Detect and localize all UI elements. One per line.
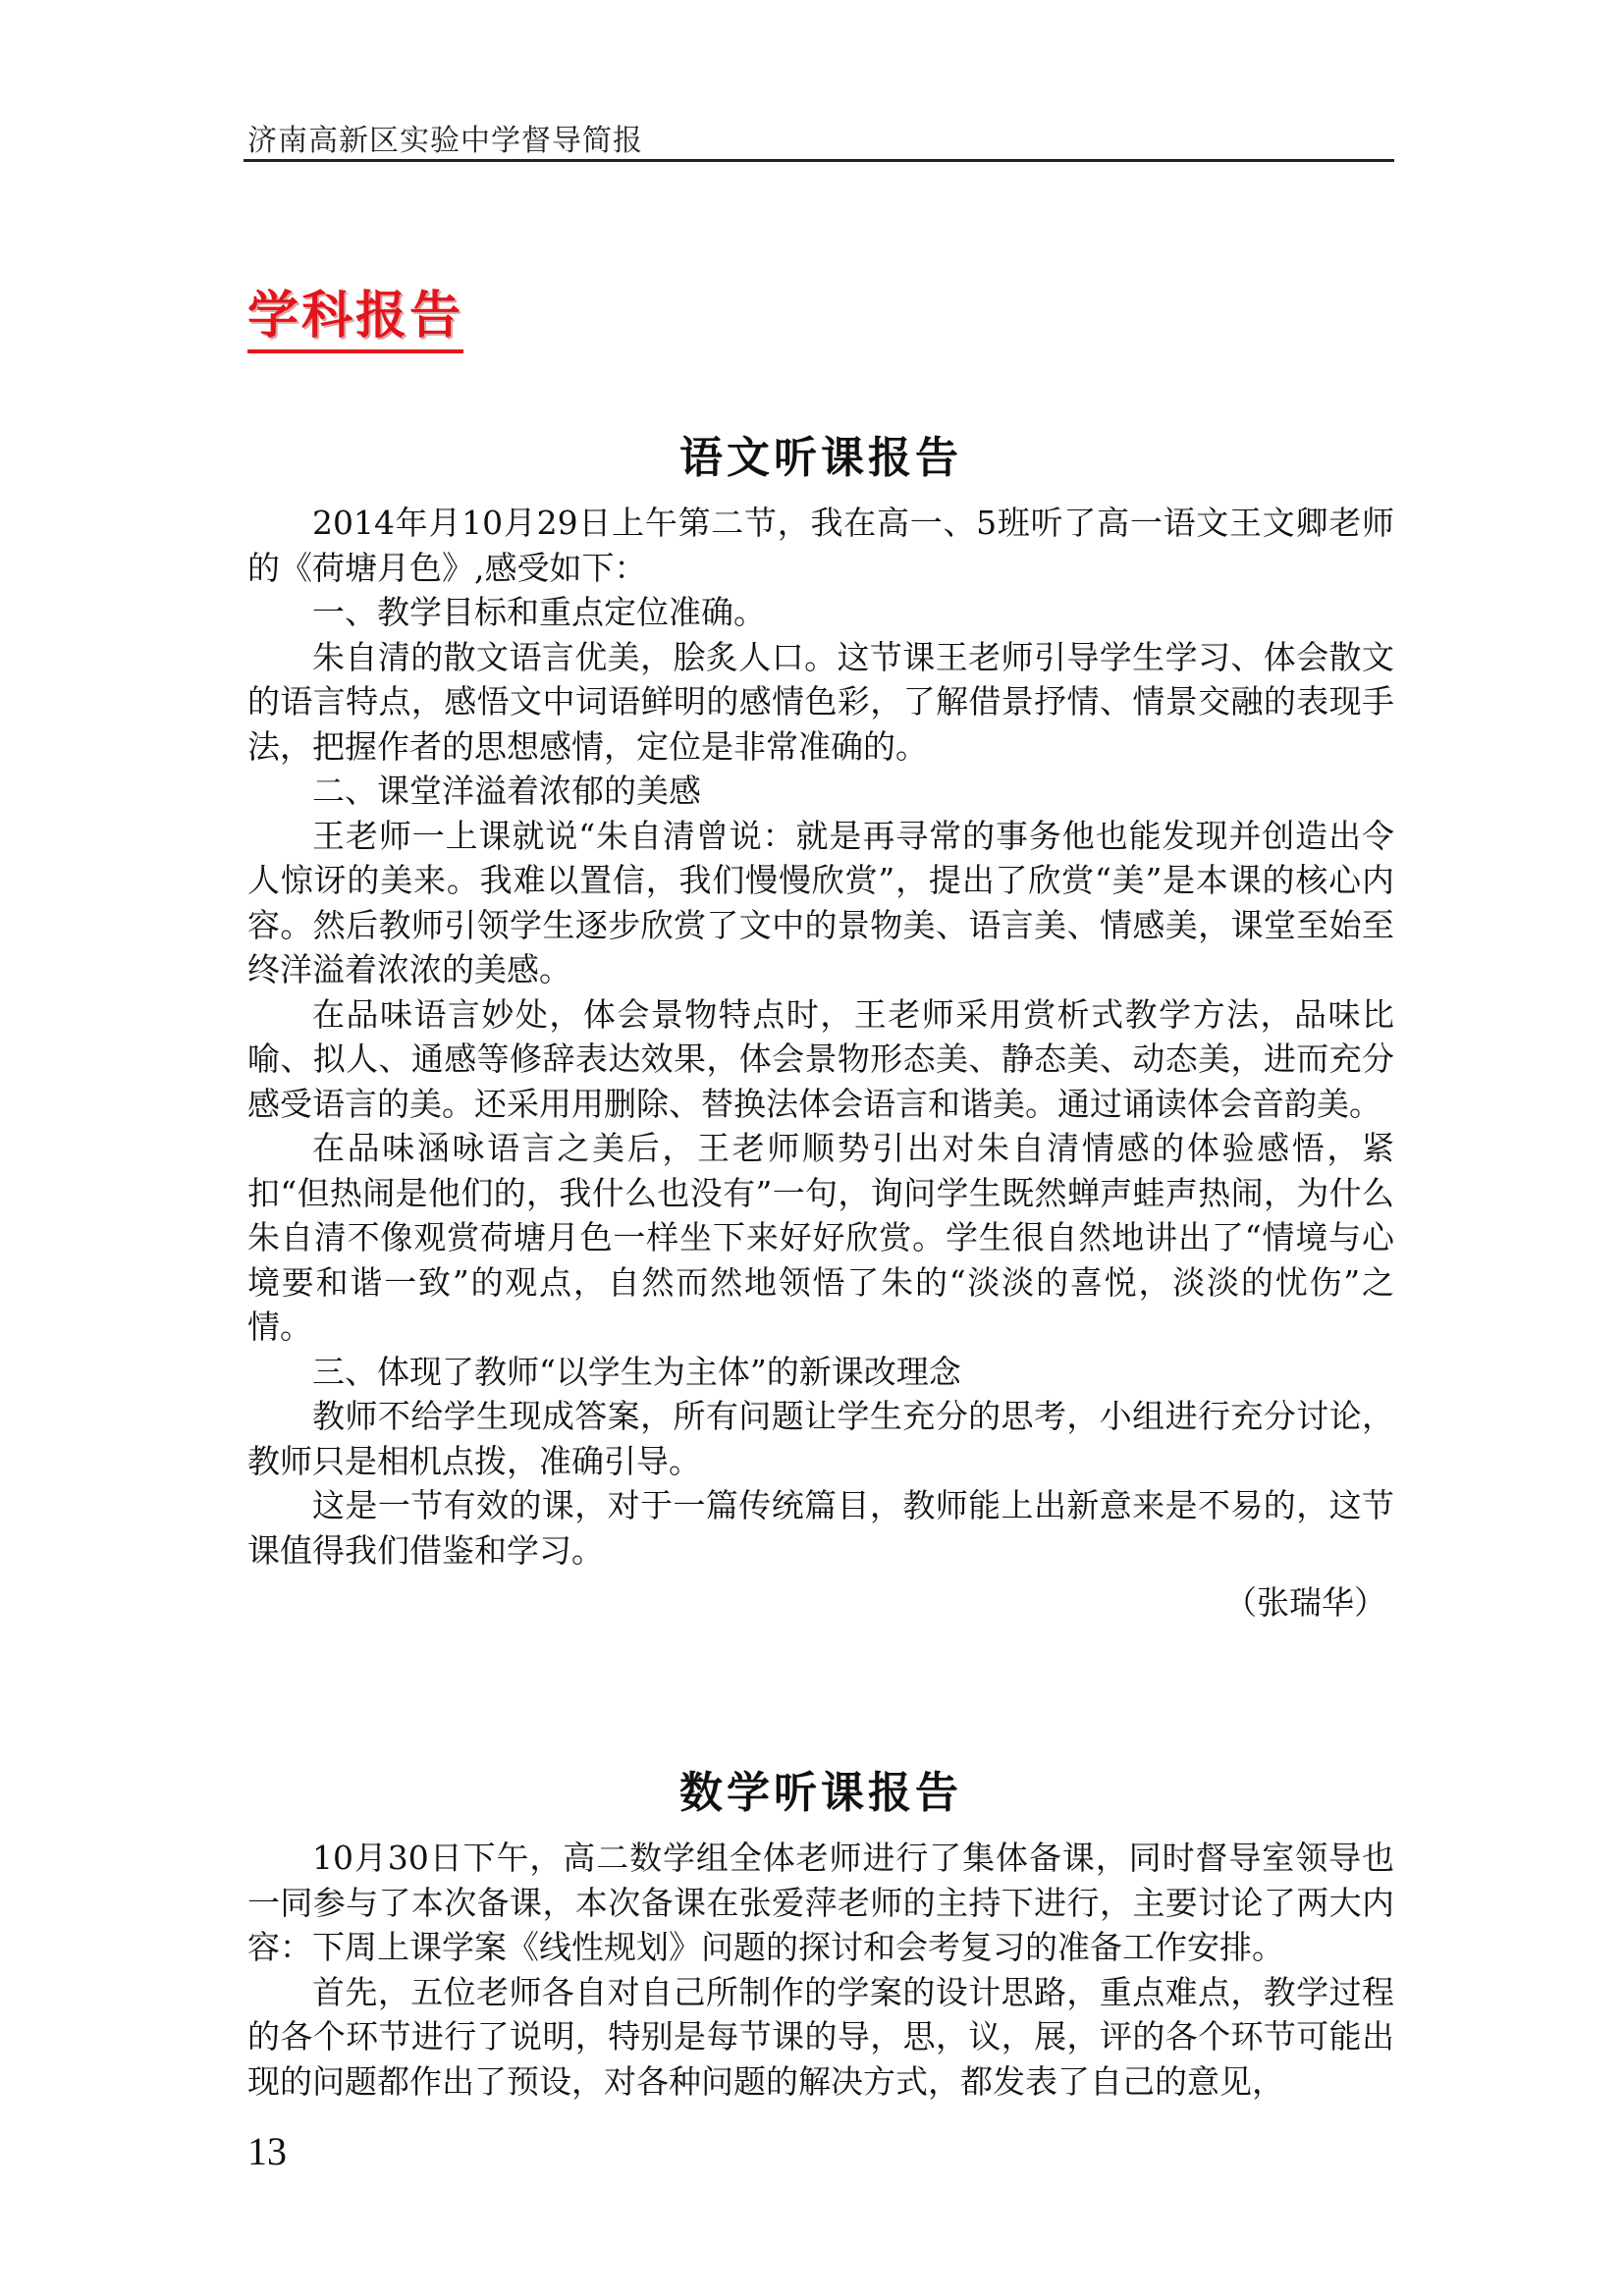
paragraph: 在品味语言妙处，体会景物特点时，王老师采用赏析式教学方法，品味比喻、拟人、通感等修辞表达效果，体会景物形态美、静态美、动态美，进而充分感受语言的美。还采用用删除、替换法体会语言和谐美。通过诵读体会音韵美。	[247, 994, 1394, 1123]
paragraph: 教师不给学生现成答案，所有问题让学生充分的思考，小组进行充分讨论，教师只是相机点拨，准确引导。	[247, 1397, 1394, 1480]
paragraph: 三、体现了教师“以学生为主体”的新课改理念	[312, 1352, 961, 1391]
page-number: 13	[247, 2129, 287, 2173]
article-body-math	[247, 1836, 1394, 2104]
paragraph: 在品味涵咏语言之美后，王老师顺势引出对朱自清情感的体验感悟，紧扣“但热闹是他们的，我什么也没有”一句，询问学生既然蝉声蛙声热闹，为什么朱自清不像观赏荷塘月色一样坐下来好好欣赏。学生很自然地讲出了“情境与心境要和谐一致”的观点，自然而然地领悟了朱的“淡淡的喜悦，淡淡的忧伤”之情。	[247, 1129, 1394, 1346]
paragraph: 首先，五位老师各自对自己所制作的学案的设计思路，重点难点，教学过程的各个环节进行了说明，特别是每节课的导，思，议，展，评的各个环节可能出现的问题都作出了预设，对各种问题的解决方式，都发表了自己的意见，	[247, 1972, 1394, 2101]
article-body-chinese	[247, 501, 1394, 1626]
paragraph: 朱自清的散文语言优美，脍炙人口。这节课王老师引导学生学习、体会散文的语言特点，感悟文中词语鲜明的感情色彩，了解借景抒情、情景交融的表现手法，把握作者的思想感情，定位是非常准确的。	[247, 637, 1394, 766]
header-divider	[244, 159, 1394, 162]
article-title-chinese: 语文听课报告	[679, 433, 962, 483]
section-heading: 学科报告	[247, 291, 463, 353]
paragraph: 王老师一上课就说“朱自清曾说：就是再寻常的事务他也能发现并创造出令人惊讶的美来。我难以置信，我们慢慢欣赏”，提出了欣赏“美”是本课的核心内容。然后教师引领学生逐步欣赏了文中的景物美、语言美、情感美，课堂至始至终洋溢着浓浓的美感。	[247, 816, 1394, 988]
paragraph: 10月30日下午，高二数学组全体老师进行了集体备课，同时督导室领导也一同参与了本次备课，本次备课在张爱萍老师的主持下进行，主要讨论了两大内容：下周上课学案《线性规划》问题的探讨和会考复习的准备工作安排。	[247, 1839, 1394, 1966]
paragraph: 一、教学目标和重点定位准确。	[312, 593, 766, 631]
newsletter-header-title: 济南高新区实验中学督导简报	[247, 124, 643, 158]
paragraph: 二、课堂洋溢着浓郁的美感	[312, 772, 701, 810]
article-author: （张瑞华）	[1224, 1583, 1386, 1622]
paragraph: 2014年月10月29日上午第二节，我在高一、5班听了高一语文王文卿老师的《荷塘月色》,感受如下：	[247, 504, 1394, 587]
article-title-math: 数学听课报告	[679, 1768, 962, 1818]
paragraph: 这是一节有效的课，对于一篇传统篇目，教师能上出新意来是不易的，这节课值得我们借鉴和学习。	[247, 1486, 1394, 1570]
